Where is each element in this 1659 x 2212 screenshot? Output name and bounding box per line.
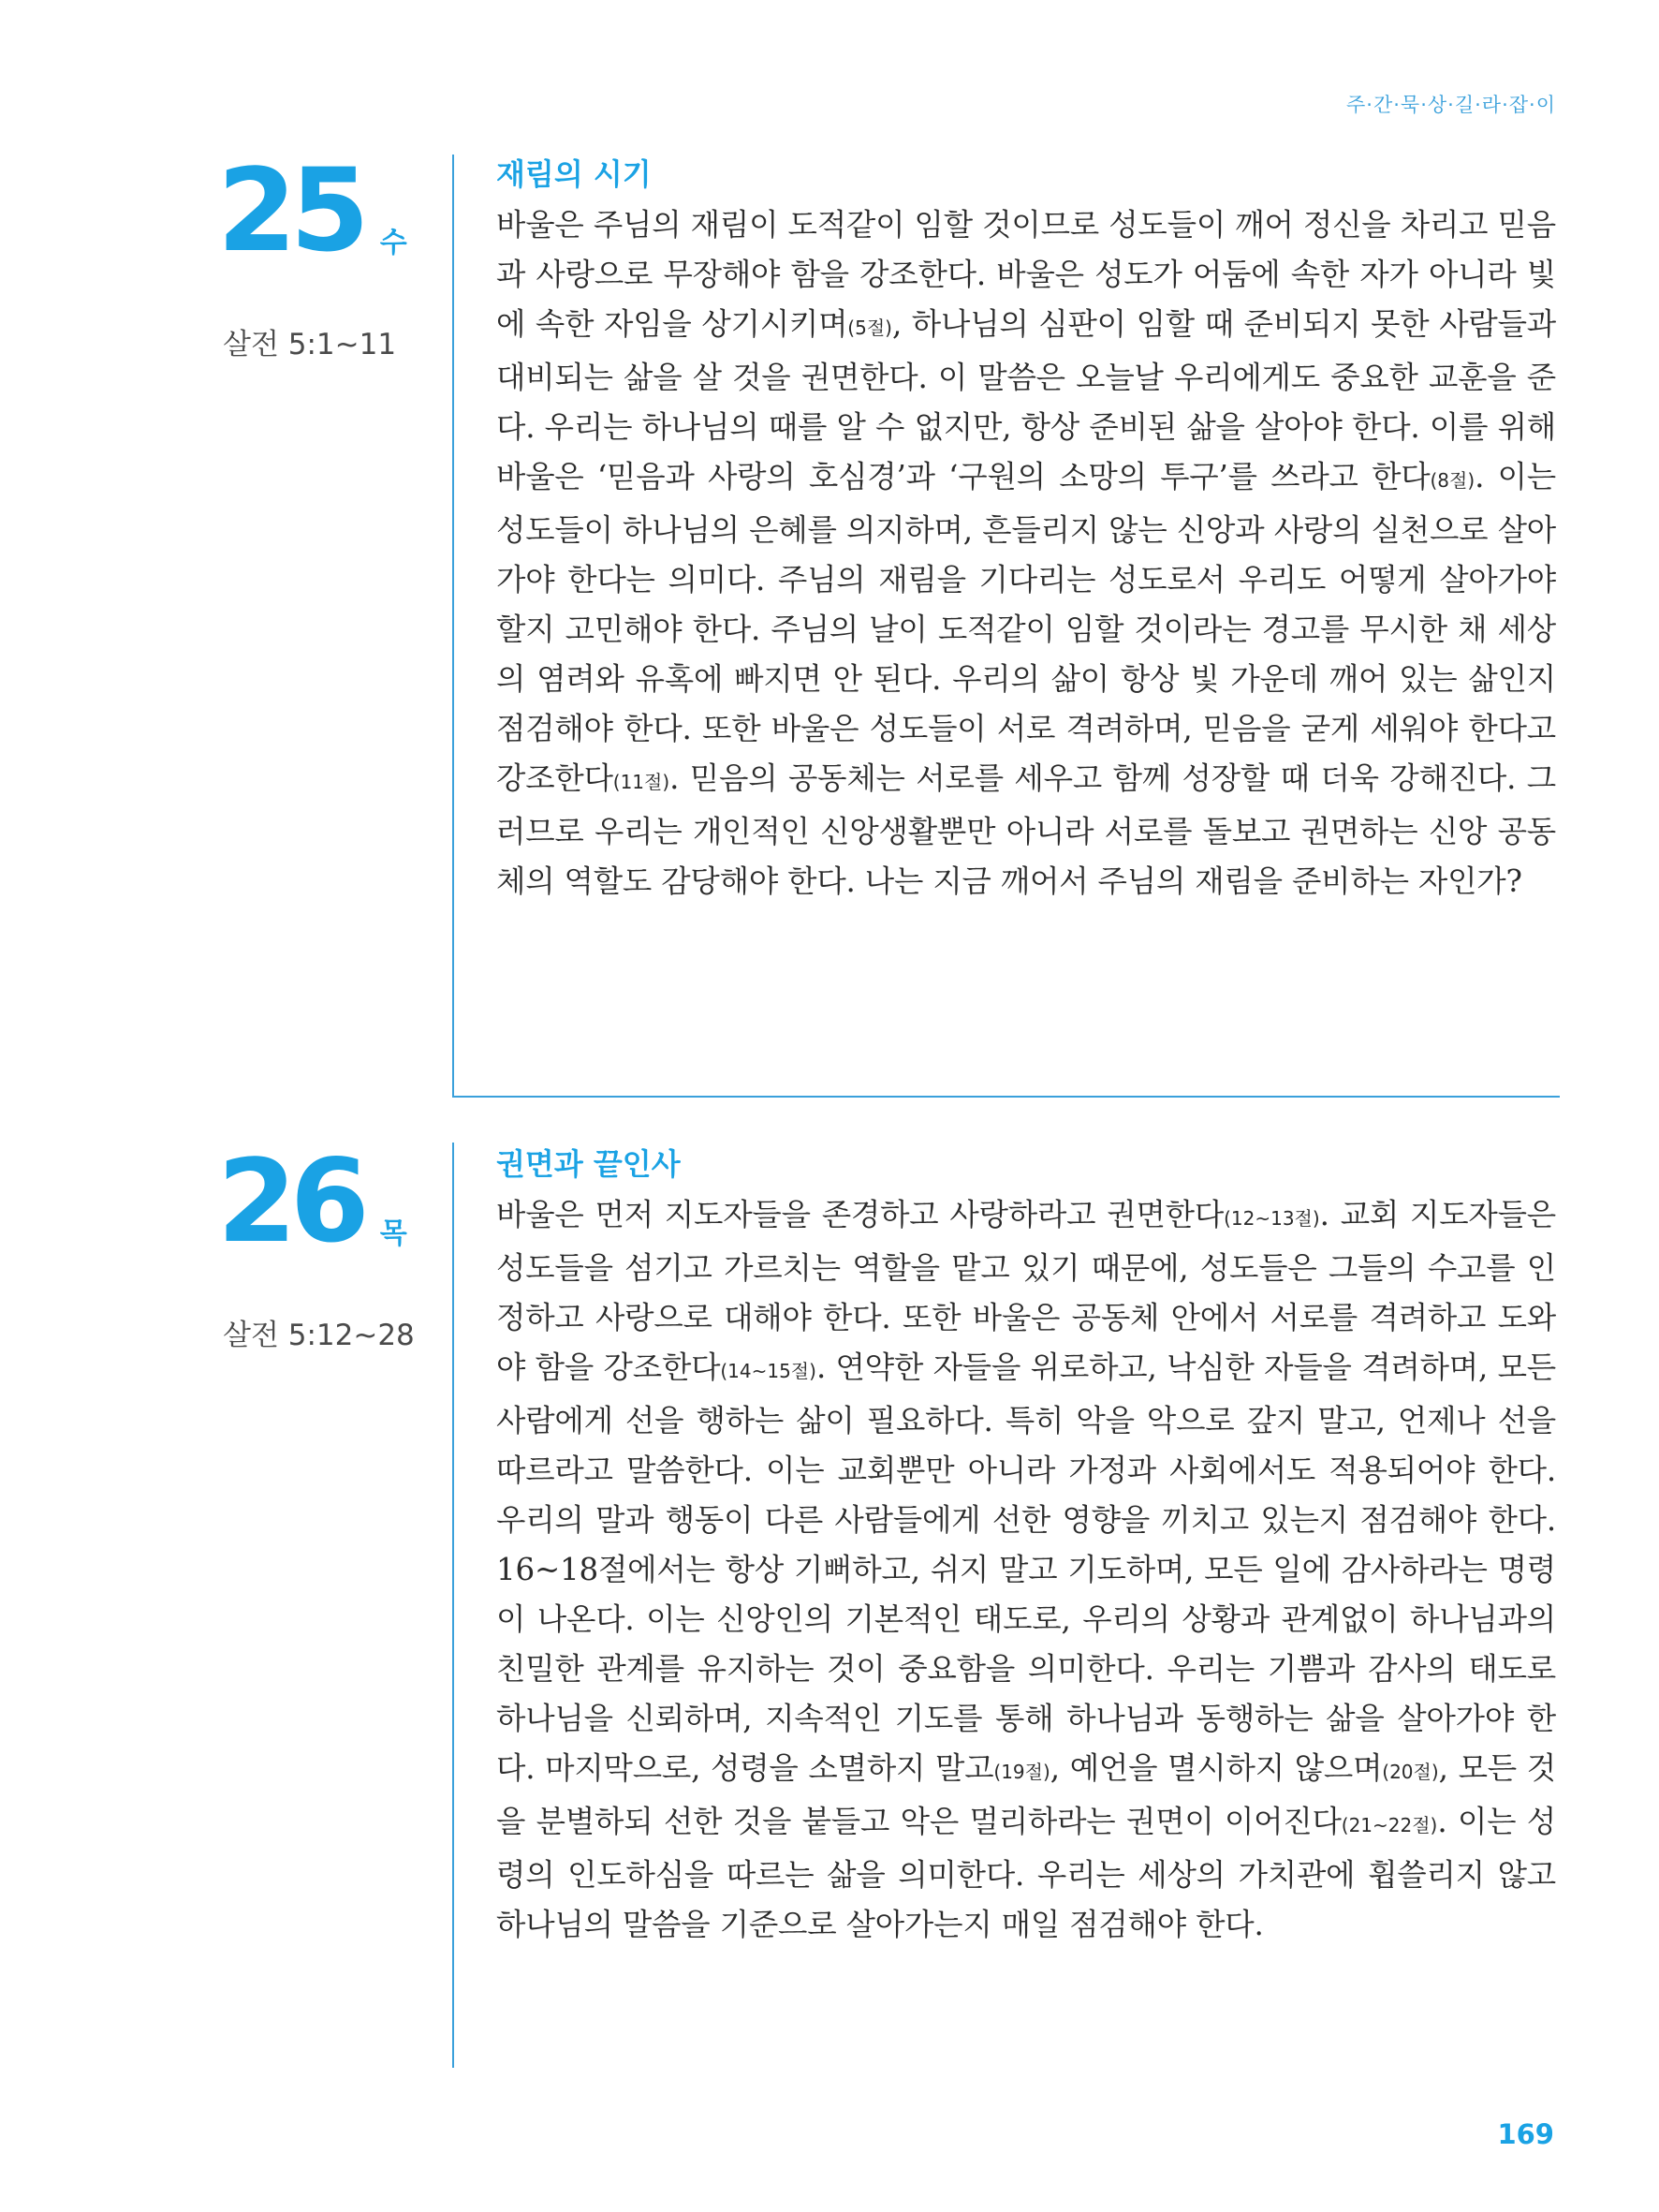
body-text: , 하나님의 심판이 임할 때 준비되지 못한 사람들과 대비되는 삶을 살 것을 권면한다. 이 말씀은 오늘날 우리에게도 중요한 교훈을 준다. 우리는 하나님의 때를 알 수 없지만, 항상 준비된 삶을 살아야 한다. 이를 위해 바울은 ‘믿음과 사랑의 호심경’과 ‘구원의 소망의 투구’를 쓰라고 한다 bbox=[496, 306, 1556, 494]
scripture-reference: 살전 5:1~11 bbox=[223, 328, 397, 361]
entry-body bbox=[496, 1190, 1556, 1950]
body-text: 바울은 주님의 재림이 도적같이 임할 것이므로 성도들이 깨어 정신을 차리고 믿음과 사랑으로 무장해야 함을 강조한다. 바울은 성도가 어둠에 속한 자가 아니라 빛에 속한 자임을 상기시키며 bbox=[496, 207, 1556, 342]
entry-body bbox=[496, 200, 1556, 907]
scripture-reference: 살전 5:12~28 bbox=[223, 1319, 415, 1352]
verse-citation: (11절) bbox=[612, 771, 670, 793]
verse-citation: (21~22절) bbox=[1341, 1814, 1438, 1836]
verse-citation: (19절) bbox=[993, 1761, 1050, 1783]
entry-title: 재림의 시기 bbox=[496, 156, 652, 192]
verse-citation: (14~15절) bbox=[720, 1360, 816, 1382]
body-text: . 이는 성도들이 하나님의 은혜를 의지하며, 흔들리지 않는 신앙과 사랑의 실천으로 살아가야 한다는 의미다. 주님의 재림을 기다리는 성도로서 우리도 어떻게 살아가야 할지 고민해야 한다. 주님의 날이 도적같이 임할 것이라는 경고를 무시한 채 세상의 염려와 유혹에 빠지면 안 된다. 우리의 삶이 항상 빛 가운데 깨어 있는 삶인지 점검해야 한다. 또한 바울은 성도들이 서로 격려하며, 믿음을 굳게 세워야 한다고 강조한다 bbox=[496, 459, 1556, 796]
running-header: 주·간·묵·상·길·라·잡·이 bbox=[1345, 94, 1556, 116]
body-text: . 교회 지도자들은 성도들을 섬기고 가르치는 역할을 맡고 있기 때문에, 성도들은 그들의 수고를 인정하고 사랑으로 대해야 한다. 또한 바울은 공동체 안에서 서로를 격려하고 도와야 함을 강조한다 bbox=[496, 1197, 1557, 1385]
page-number: 169 bbox=[1497, 2118, 1554, 2150]
column-divider bbox=[452, 155, 454, 1096]
column-divider bbox=[452, 1143, 454, 2068]
body-text: 바울은 먼저 지도자들을 존경하고 사랑하라고 권면한다 bbox=[496, 1197, 1225, 1232]
weekday-label: 목 bbox=[379, 1217, 407, 1250]
verse-citation: (8절) bbox=[1430, 469, 1475, 492]
day-number: 25 bbox=[217, 144, 363, 277]
verse-citation: (20절) bbox=[1382, 1761, 1439, 1783]
section-divider bbox=[452, 1096, 1560, 1098]
body-text: , 예언을 멸시하지 않으며 bbox=[1050, 1750, 1383, 1786]
day-heading bbox=[217, 144, 407, 277]
body-text: , 모든 것을 분별하되 선한 것을 붙들고 악은 멀리하라는 권면이 이어진다 bbox=[496, 1750, 1556, 1839]
body-text: . 연약한 자들을 위로하고, 낙심한 자들을 격려하며, 모든 사람에게 선을 행하는 삶이 필요하다. 특히 악을 악으로 갚지 말고, 언제나 선을 따르라고 말씀한다. 이는 교회뿐만 아니라 가정과 사회에서도 적용되어야 한다. 우리의 말과 행동이 다른 사람들에게 선한 영향을 끼치고 있는지 점검해야 한다. 16~18절에서는 항상 기뻐하고, 쉬지 말고 기도하며, 모든 일에 감사하라는 명령이 나온다. 이는 신앙인의 기본적인 태도로, 우리의 상황과 관계없이 하나님과의 친밀한 관계를 유지하는 것이 중요함을 의미한다. 우리는 기쁨과 감사의 태도로 하나님을 신뢰하며, 지속적인 기도를 통해 하나님과 동행하는 삶을 살아가야 한다. 마지막으로, 성령을 소멸하지 말고 bbox=[496, 1349, 1556, 1786]
day-number: 26 bbox=[217, 1135, 363, 1268]
verse-citation: (12~13절) bbox=[1224, 1207, 1320, 1230]
entry-title: 권면과 끝인사 bbox=[496, 1146, 681, 1182]
verse-citation: (5절) bbox=[847, 317, 892, 339]
day-heading bbox=[217, 1135, 407, 1268]
devotion-entry bbox=[496, 1142, 1556, 1950]
body-text: . 믿음의 공동체는 서로를 세우고 함께 성장할 때 더욱 강해진다. 그러므로 우리는 개인적인 신앙생활뿐만 아니라 서로를 돌보고 권면하는 신앙 공동체의 역할도 감당해야 한다. 나는 지금 깨어서 주님의 재림을 준비하는 자인가? bbox=[496, 760, 1556, 899]
weekday-label: 수 bbox=[379, 227, 407, 259]
body-text: . 이는 성령의 인도하심을 따르는 삶을 의미한다. 우리는 세상의 가치관에 휩쓸리지 않고 하나님의 말씀을 기준으로 살아가는지 매일 점검해야 한다. bbox=[496, 1804, 1556, 1942]
devotion-entry bbox=[496, 152, 1556, 907]
